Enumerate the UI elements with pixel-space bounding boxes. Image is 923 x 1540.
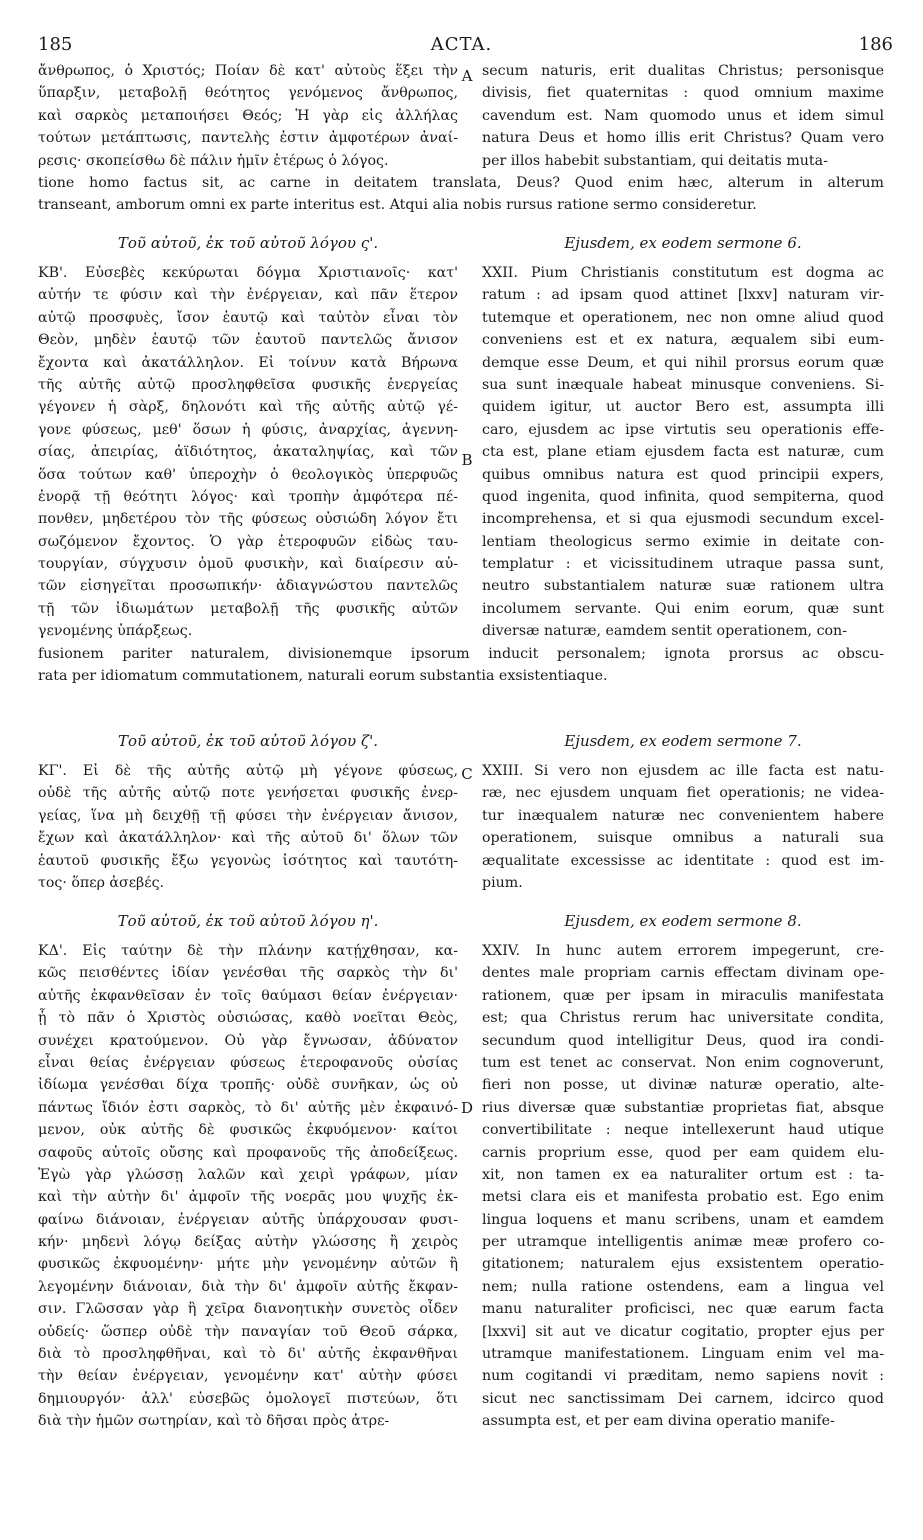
text-line: μενον, οὐκ αὐτῆς δὲ φυσικῶς ἐκφυόμενον· καίτοι	[38, 1122, 458, 1139]
text-line: κήν· μηδενὶ λόγῳ δείξας αὐτὴν γλώσσης ἢ χειρὸς	[38, 1234, 458, 1251]
fullwidth-text-block1	[38, 172, 884, 217]
text-line: συνέχει κρατούμενον. Οὐ γὰρ ἔγνωσαν, ἀδύνατον	[38, 1032, 458, 1049]
text-line: Ἐγὼ γὰρ γλώσσῃ λαλῶν καὶ χειρὶ γράφων, μίαν	[38, 1166, 458, 1183]
text-line: utramque manifestationem. Linguam enim vel ma-	[482, 1346, 884, 1363]
text-line: γονε φύσεως, μεθ' ὅσων ἡ φύσις, ἀναρχίας, ἀγεννη-	[38, 421, 458, 438]
text-line: λεγομένην διάνοιαν, διὰ τὴν δι' ἀμφοῖν αὐτῆς ἔκφαν-	[38, 1278, 458, 1295]
text-line: ἔχων καὶ ἀκατάλληλον· καὶ τῆς αὐτοῦ δι' ὅλων τῶν	[38, 830, 458, 847]
margin-marker-a: A	[461, 67, 473, 85]
text-line: per illos habebit substantiam, qui deitatis muta-	[482, 152, 828, 169]
text-line: fusionem pariter naturalem, divisionemque ipsorum inducit personalem; ignota prorsus ac obscu-	[38, 646, 884, 662]
page-number-right: 186	[858, 34, 893, 55]
text-line: φυσικῶς ἐκφυομένην· μήτε μὴν γενομένην αὐτῶν ἢ	[38, 1256, 458, 1273]
latin-heading-block2: Ejusdem, ex eodem sermone 6.	[564, 234, 802, 252]
text-line: κῶς πεισθέντες ἰδίαν γενέσθαι τῆς σαρκὸς τὴν δι'	[38, 965, 458, 982]
text-line: neutro substantialem naturæ suæ rationem ultra	[482, 578, 884, 595]
text-line: Θεὸν, μηδὲν ἑαυτῷ τῶν ἑαυτοῦ παντελῶς ἄνισον	[38, 332, 458, 349]
latin-column-block1	[482, 60, 884, 172]
text-line: καὶ σαρκὸς μεταποιήσει Θεός; Ἡ γὰρ εἰς ἀλλήλας	[38, 107, 458, 124]
text-line: divisis, fiet quaternitas : quod omnium maxime	[482, 85, 884, 102]
text-line: quod ingenita, quod infinita, quod sempiterna, quod	[482, 488, 884, 505]
text-line: εἶναι θείας ἐνέργειαν φύσεως ἑτεροφανοῦς οὐσίας	[38, 1054, 458, 1071]
text-line: quidem igitur, ut auctor Bero est, assumpta illi	[482, 399, 884, 416]
margin-marker-d: D	[460, 1099, 474, 1117]
text-line: lingua loquens et manu scribens, unam et eamdem	[482, 1211, 884, 1228]
text-line: τος· ὅπερ ἀσεβές.	[38, 874, 165, 891]
text-line: ὅσα τούτων καθ' ὑπεροχὴν ὁ θεολογικὸς ὑπερφυῶς	[38, 466, 458, 483]
text-line: cavendum est. Nam quomodo unus et idem simul	[482, 107, 884, 124]
text-line: τούτων μετάπτωσις, παντελὴς ἐστιν ἀμφοτέρων ἀναί-	[38, 130, 458, 147]
text-line: αὐτῷ προσφυὲς, ἴσον ἑαυτῷ καὶ ταὐτὸν εἶναι τὸν	[38, 309, 458, 326]
running-title: ACTA.	[430, 34, 493, 55]
greek-heading-block4: Τοῦ αὐτοῦ, ἐκ τοῦ αὐτοῦ λόγου η'.	[117, 912, 379, 930]
text-line: ᾗ τὸ πᾶν ὁ Χριστὸς οὐσιώσας, καθὸ νοεῖται Θεὸς,	[38, 1010, 458, 1027]
text-line: XXIV. In hunc autem errorem impegerunt, cre-	[482, 943, 884, 959]
text-line: δημιουργόν· ἀλλ' εὐσεβῶς ὁμολογεῖ πιστεύων, ὅτι	[38, 1390, 458, 1407]
greek-heading-block2: Τοῦ αὐτοῦ, ἐκ τοῦ αὐτοῦ λόγου ς'.	[117, 234, 379, 252]
text-line: cta est, plane etiam ejusdem facta est naturæ, cum	[482, 444, 884, 461]
text-line: σαφοῦς αὐτοῖς οὔσης καὶ προφανοῦς τῆς ἀποδείξεως.	[38, 1144, 458, 1161]
text-line: XXII. Pium Christianis constitutum est dogma ac	[482, 265, 884, 281]
text-line: rius diversæ quæ substantiæ proprietas fiat, absque	[482, 1099, 884, 1116]
text-line: demque esse Deum, et qui nihil prorsus eorum quæ	[482, 354, 884, 371]
text-line: gitationem; naturalem ejus exsistentem operatio-	[482, 1256, 884, 1273]
text-line: ἔχοντα καὶ ἀκατάλληλον. Εἰ τοίνυν κατὰ Βήρωνα	[38, 354, 458, 371]
text-line: γέγονεν ἡ σὰρξ, δηλονότι καὶ τῆς αὐτῆς αὐτῷ γέ-	[38, 399, 458, 416]
text-line: σιν. Γλῶσσαν γὰρ ἢ χεῖρα διανοητικὴν συνετὸς οἶδεν	[38, 1301, 458, 1318]
text-line: diversæ naturæ, eamdem sentit operationem, con-	[482, 623, 847, 640]
text-line: ræ, nec ejusdem unquam fiet operationis; ne videa-	[482, 785, 884, 802]
text-line: ΚΓ'. Εἰ δὲ τῆς αὐτῆς αὐτῷ μὴ γέγονε φύσεως,	[38, 763, 458, 779]
text-line: ἑαυτοῦ φυσικῆς ἔξω γεγονὼς ἰσότητος καὶ ταυτότη-	[38, 852, 458, 869]
text-line: ἰδίωμα γενέσθαι δίχα τροπῆς· οὐδὲ συνῆκαν, ὡς οὐ	[38, 1077, 458, 1094]
page-number-left: 185	[38, 34, 73, 55]
text-line: æqualitate excessisse ac identitate : quod est im-	[482, 852, 884, 869]
text-line: tutemque et operationem, nec non omne aliud quod	[482, 309, 884, 326]
text-line: διὰ τὴν ἡμῶν σωτηρίαν, καὶ τὸ δῆσαι πρὸς ἀτρε-	[38, 1413, 390, 1430]
text-line: καὶ τὴν αὐτὴν δι' ἀμφοῖν τῆς νοερᾶς μου ψυχῆς ἐκ-	[38, 1189, 458, 1206]
text-line: τῇ τῶν ἰδιωμάτων μεταβολῇ τῆς φυσικῆς αὐτῶν	[38, 600, 458, 617]
text-line: πονθεν, μηδετέρου τὸν τῆς φύσεως οὐσιώδη λόγον ἔτι	[38, 511, 458, 528]
text-line: pium.	[482, 874, 523, 891]
text-line: XXIII. Si vero non ejusdem ac ille facta est natu-	[482, 763, 884, 779]
text-line: secundum quod intelligitur Deus, quod ira condi-	[482, 1032, 884, 1049]
text-line: nem; nulla ratione ostendens, eam a lingua vel	[482, 1278, 884, 1295]
greek-column-block3	[38, 760, 458, 894]
fullwidth-text-block2	[38, 643, 884, 688]
text-line: metsi clara eis et manifesta probatio est. Ego enim	[482, 1189, 884, 1206]
text-line: xit, non tamen ex ea naturaliter ortum est : ta-	[482, 1166, 884, 1183]
text-line: natura Deus et homo illis erit Christus? Quam vero	[482, 130, 884, 147]
latin-heading-block3: Ejusdem, ex eodem sermone 7.	[564, 732, 802, 750]
margin-marker-b: B	[461, 451, 473, 469]
text-line: sua sunt inæquale habeat minusque conveniens. Si-	[482, 376, 884, 393]
text-line: ἐνορᾷ τῇ θεότητι λόγος· καὶ τροπὴν ἀμφότερα πέ-	[38, 488, 458, 505]
text-line: templatur : et vicissitudinem utraque passa sunt,	[482, 556, 884, 573]
text-line: per utramque intelligentis animæ meæ profero co-	[482, 1234, 884, 1251]
text-line: ρεσις· σκοπείσθω δὲ πάλιν ἡμῖν ἑτέρως ὁ λόγος.	[38, 152, 389, 169]
text-line: tum est tenet ac conservat. Non enim cognoverunt,	[482, 1054, 884, 1071]
text-line: σίας, ἀπειρίας, ἀϊδιότητος, ἀκαταληψίας, καὶ τῶν	[38, 444, 458, 461]
text-line: διὰ τὸ προσληφθῆναι, καὶ τὸ δι' αὐτῆς ἐκφανθῆναι	[38, 1346, 458, 1363]
text-line: incomprehensa, et si qua ejusmodi secundum excel-	[482, 511, 884, 528]
text-line: πάντως ἴδιόν ἐστι σαρκὸς, τὸ δι' αὐτῆς μὲν ἐκφαινό-	[38, 1099, 458, 1116]
text-line: transeant, amborum omni ex parte interitus est. Atqui alia nobis rursus ratione sermo consideretur.	[38, 197, 757, 214]
text-line: tione homo factus sit, ac carne in deitatem translata, Deus? Quod enim hæc, alterum in alterum	[38, 175, 884, 191]
text-line: [lxxvi] sit aut ve dicatur cogitatio, propter ejus per	[482, 1323, 884, 1340]
text-line: ἄνθρωπος, ὁ Χριστός; Ποίαν δὲ κατ' αὐτοὺς ἕξει τὴν	[38, 63, 458, 79]
text-line: fieri non posse, ut divinæ naturæ operatio, alte-	[482, 1077, 884, 1094]
latin-column-block3	[482, 760, 884, 894]
text-line: tur inæqualem naturæ nec convenientem habere	[482, 807, 884, 824]
greek-column-block4	[38, 940, 458, 1433]
text-line: ΚΔ'. Εἰς ταύτην δὲ τὴν πλάνην κατῄχθησαν, κα-	[38, 943, 458, 959]
text-line: quibus omnibus natura est quod principii expers,	[482, 466, 884, 483]
greek-column-block1	[38, 60, 458, 172]
text-line: ὕπαρξιν, μεταβολῇ θεότητος γενόμενος ἄνθρωπος,	[38, 85, 458, 102]
text-line: dentes male propriam carnis effectam divinam ope-	[482, 965, 884, 982]
text-line: secum naturis, erit dualitas Christus; personisque	[482, 63, 884, 79]
text-line: carnis proprium esse, quod per eam quidem elu-	[482, 1144, 884, 1161]
text-line: αὐτήν τε φύσιν καὶ τὴν ἐνέργειαν, καὶ πᾶν ἕτερον	[38, 287, 458, 304]
text-line: οὐδὲ τῆς αὐτῆς αὐτῷ ποτε γενήσεται φυσικῆς ἐνερ-	[38, 785, 458, 802]
margin-marker-c: C	[461, 765, 473, 783]
text-line: manu naturaliter proficisci, nec quæ earum facta	[482, 1301, 884, 1318]
latin-heading-block4: Ejusdem, ex eodem sermone 8.	[564, 912, 802, 930]
text-line: ratum : ad ipsam quod attinet [lxxv] naturam vir-	[482, 287, 884, 304]
text-line: τῆς αὐτῆς αὐτῷ προσληφθεῖσα φυσικῆς ἐνεργείας	[38, 376, 458, 393]
text-line: caro, ejusdem ac ipse virtutis seu operationis effe-	[482, 421, 884, 438]
text-line: rationem, quæ per ipsam in miraculis manifestata	[482, 987, 884, 1004]
text-line: conveniens est et ex natura, æqualem sibi eum-	[482, 332, 884, 349]
text-line: αὐτῆς ἐκφανθεῖσαν ἐν τοῖς θαύμασι θείαν ἐνέργειαν·	[38, 987, 458, 1004]
greek-column-block2	[38, 262, 458, 643]
text-line: σωζόμενον ἔχοντος. Ὁ γὰρ ἑτεροφυῶν εἰδὼς ταυ-	[38, 533, 458, 550]
text-line: est; qua Christus rerum hac universitate condita,	[482, 1010, 884, 1027]
text-line: ΚΒ'. Εὐσεβὲς κεκύρωται δόγμα Χριστιανοῖς· κατ'	[38, 265, 458, 281]
text-line: τὴν θείαν ἐνέργειαν, γενομένην κατ' αὐτὴν φύσει	[38, 1368, 458, 1385]
text-line: rata per idiomatum commutationem, naturali eorum substantia exsistentiaque.	[38, 668, 608, 685]
text-line: num cogitandi vi præditam, nemo sapiens novit :	[482, 1368, 884, 1385]
text-line: lentiam theologicus sermo eximie in deitate con-	[482, 533, 884, 550]
text-line: γείας, ἵνα μὴ δειχθῇ τῇ φύσει τὴν ἐνέργειαν ἄνισον,	[38, 807, 458, 824]
text-line: operationem, suisque omnibus a naturali sua	[482, 830, 884, 847]
text-line: φαίνω διάνοιαν, ἐνέργειαν αὐτῆς ὑπάρχουσαν φυσι-	[38, 1211, 458, 1228]
text-line: incolumem servante. Qui enim eorum, quæ sunt	[482, 600, 884, 617]
text-line: τῶν εἰσηγεῖται προσωπικήν· ἀδιαγνώστου παντελῶς	[38, 578, 458, 595]
text-line: assumpta est, et per eam divina operatio manife-	[482, 1413, 835, 1430]
greek-heading-block3: Τοῦ αὐτοῦ, ἐκ τοῦ αὐτοῦ λόγου ζ'.	[118, 732, 378, 750]
latin-column-block2	[482, 262, 884, 643]
text-line: τουργίαν, σύγχυσιν ὁμοῦ φυσικὴν, καὶ διαίρεσιν αὐ-	[38, 556, 458, 573]
latin-column-block4	[482, 940, 884, 1433]
text-line: γενομένης ὑπάρξεως.	[38, 623, 193, 640]
text-line: οὐδείς· ὥσπερ οὐδὲ τὴν παναγίαν τοῦ Θεοῦ σάρκα,	[38, 1323, 458, 1340]
text-line: sicut nec sanctissimam Dei carnem, idcirco quod	[482, 1390, 884, 1407]
text-line: convertibilitate : neque intellexerunt haud utique	[482, 1122, 884, 1139]
